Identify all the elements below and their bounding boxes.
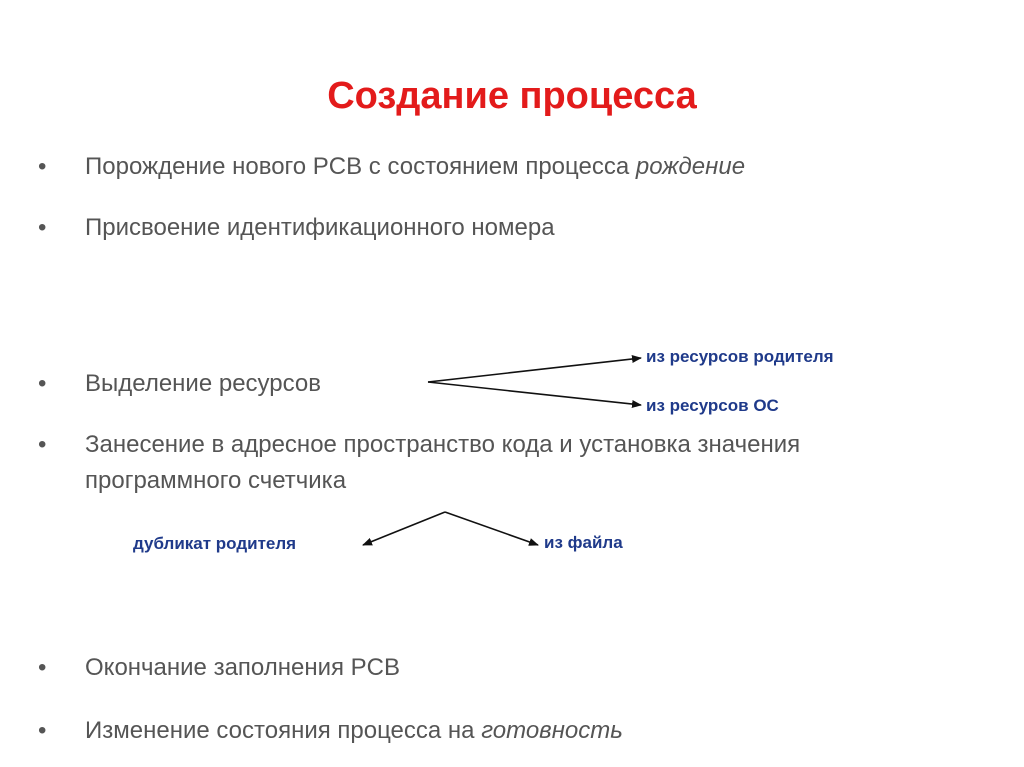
bullet-italic-term: готовность	[481, 717, 623, 744]
note-from-file: из файла	[544, 533, 623, 552]
bullet-text: Выделение ресурсов	[85, 370, 321, 397]
bullet-icon: •	[38, 654, 47, 681]
bullet-text: Окончание заполнения PCB	[85, 654, 401, 681]
bullet-icon: •	[38, 431, 47, 458]
arrow-to-os-resources	[428, 382, 641, 405]
arrow-to-duplicate-parent	[363, 512, 445, 545]
arrow-to-parent-resources	[428, 358, 641, 382]
arrow-to-from-file	[445, 512, 538, 545]
bullet-text: Порождение нового PCB с состоянием процесса рождение	[85, 153, 746, 180]
note-from-parent-resources: из ресурсов родителя	[646, 347, 834, 366]
note-duplicate-parent: дубликат родителя	[133, 534, 297, 553]
bullet-icon: •	[38, 370, 47, 397]
bullet-text: Изменение состояния процесса на готовность	[85, 717, 623, 744]
bullet-italic-term: рождение	[635, 153, 746, 180]
bullet-text: Занесение в адресное пространство кода и установка значения программного счетчика	[85, 431, 801, 494]
bullet-icon: •	[38, 153, 47, 180]
slide-title: Создание процесса	[327, 75, 697, 117]
note-from-os-resources: из ресурсов ОС	[646, 396, 779, 415]
bullet-icon: •	[38, 717, 47, 744]
bullet-icon: •	[38, 214, 47, 241]
bullet-text: Присвоение идентификационного номера	[85, 214, 555, 241]
